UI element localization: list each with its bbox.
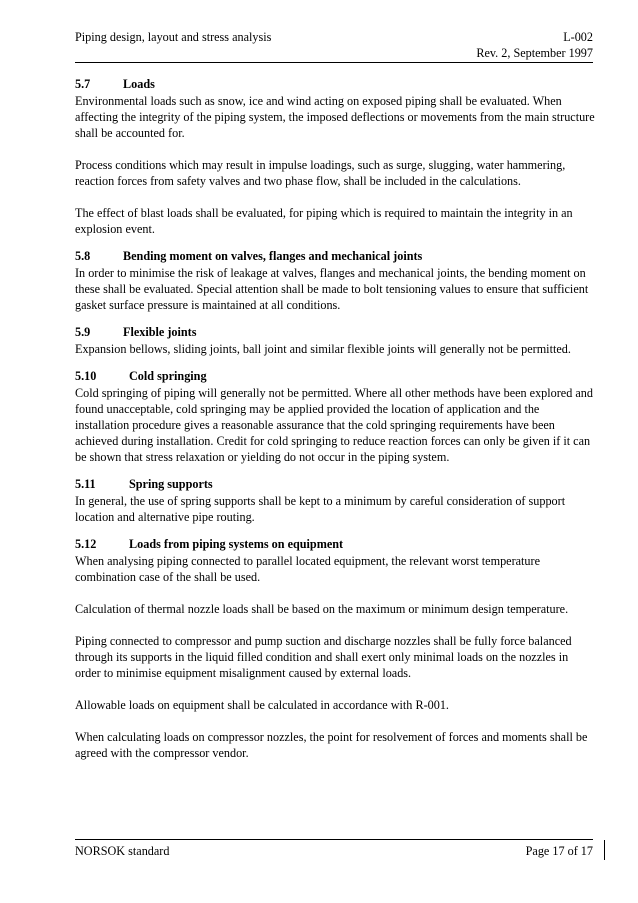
paragraph: Expansion bellows, sliding joints, ball joint and similar flexible joints will generally not be permitted.: [75, 342, 571, 356]
paragraph: Allowable loads on equipment shall be calculated in accordance with R-001.: [75, 698, 449, 712]
document-title: Piping design, layout and stress analysis: [75, 30, 272, 44]
section-number: 5.9: [75, 325, 91, 339]
paragraph: Calculation of thermal nozzle loads shall be based on the maximum or minimum design temperature.: [75, 602, 569, 616]
paragraph: In general, the use of spring supports shall be kept to a minimum by careful consideration of support location and alternative pipe routing.: [75, 494, 566, 524]
paragraph: When analysing piping connected to parallel located equipment, the relevant worst temperature combination case of the shall be used.: [75, 554, 540, 584]
section-title: Cold springing: [129, 369, 207, 383]
paragraph: The effect of blast loads shall be evaluated, for piping which is required to maintain the integrity in an explosion event.: [75, 206, 573, 236]
section-title: Bending moment on valves, flanges and mechanical joints: [123, 249, 423, 263]
section-number: 5.12: [75, 537, 97, 551]
section-heading-5-8: [75, 247, 595, 265]
section-title: Loads: [123, 77, 155, 91]
section-title: Loads from piping systems on equipment: [129, 537, 344, 551]
section-number: 5.11: [75, 477, 96, 491]
section-heading-5-11: [75, 475, 595, 493]
footer-divider: [75, 839, 593, 840]
document-body: [75, 75, 595, 761]
paragraph: Piping connected to compressor and pump suction and discharge nozzles shall be fully force balanced through its supports in the liquid filled condition and shall exert only minimal loads on the nozzles in order to minimise equipment misalignment caused by external loads.: [75, 634, 572, 680]
standard-name: NORSOK standard: [75, 844, 170, 858]
paragraph: Process conditions which may result in impulse loadings, such as surge, slugging, water hammering, reaction forces from safety valves and two phase flow, shall be included in the calculations.: [75, 158, 566, 188]
page-header: [75, 30, 593, 64]
section-heading-5-7: [75, 75, 595, 93]
page-number: Page 17 of 17: [525, 844, 593, 858]
paragraph: Cold springing of piping will generally not be permitted. Where all other methods have been explored and found unacceptable, cold springing may be applied provided the location of application and the installation procedure gives a reasonable assurance that the cold springing requirements have been achieved during installation. Credit for cold springing to reduce reaction forces can only be given if it can be shown that stress relaxation or yielding do not occur in the piping system.: [75, 386, 593, 464]
section-number: 5.8: [75, 249, 91, 263]
paragraph: When calculating loads on compressor nozzles, the point for resolvement of forces and moments shall be agreed with the compressor vendor.: [75, 730, 588, 760]
document-revision: Rev. 2, September 1997: [476, 46, 593, 60]
page-footer: [75, 842, 593, 860]
section-number: 5.10: [75, 369, 97, 383]
section-number: 5.7: [75, 77, 91, 91]
section-heading-5-10: [75, 367, 595, 385]
footer-edge-bar: [604, 840, 605, 860]
document-id: L-002: [563, 30, 593, 44]
section-title: Spring supports: [129, 477, 213, 491]
section-heading-5-9: [75, 323, 595, 341]
section-title: Flexible joints: [123, 325, 197, 339]
paragraph: Environmental loads such as snow, ice and wind acting on exposed piping shall be evaluated. When affecting the integrity of the piping system, the imposed deflections or movements from the main structure shall be accounted for.: [75, 94, 595, 140]
paragraph: In order to minimise the risk of leakage at valves, flanges and mechanical joints, the bending moment on these shall be evaluated. Special attention shall be made to bolt tensioning values to ensure that sufficient gasket surface pressure is maintained at all conditions.: [75, 266, 589, 312]
header-divider: [75, 62, 593, 63]
section-heading-5-12: [75, 535, 595, 553]
